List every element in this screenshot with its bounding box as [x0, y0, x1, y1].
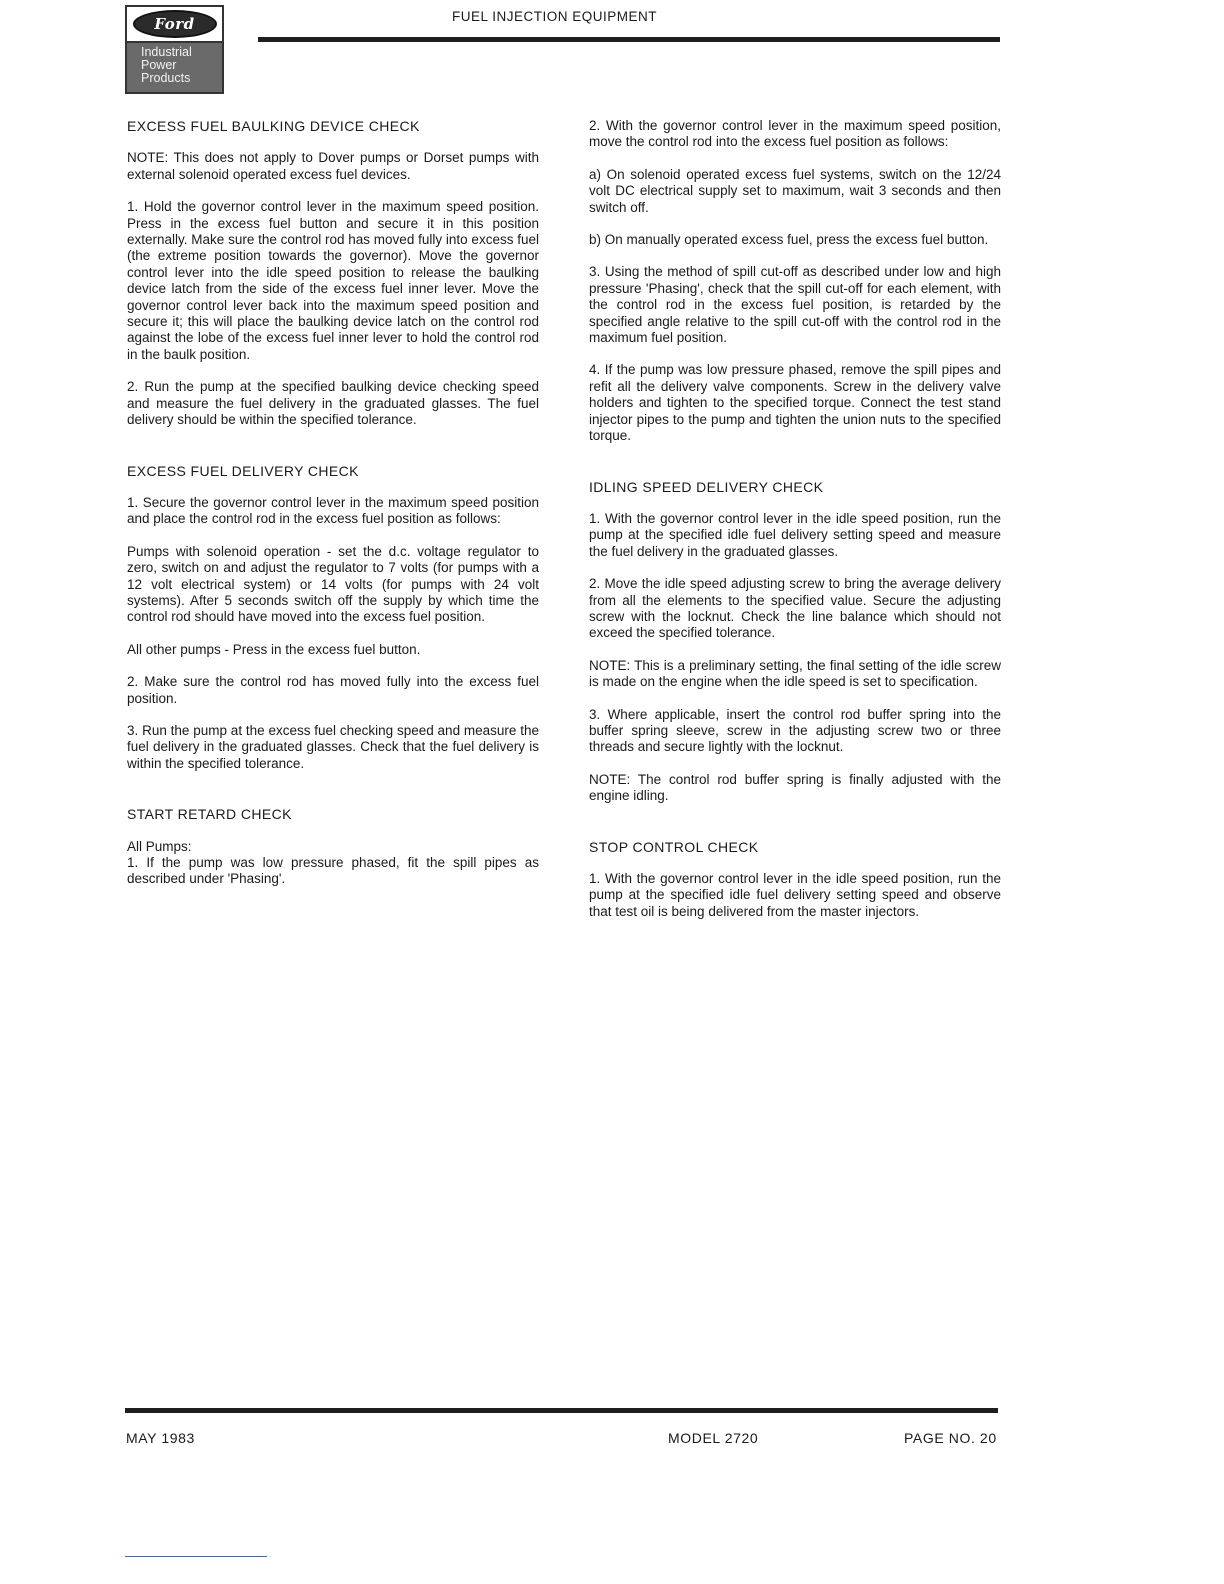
- paragraph: 1. With the governor control lever in the idle speed position, run the pump at the specified idle fuel delivery setting speed and observe that test oil is being delivered from the master injectors.: [589, 871, 1001, 919]
- paragraph: 2. Make sure the control rod has moved fully into the excess fuel position.: [127, 674, 539, 706]
- section-gap: [127, 788, 539, 806]
- logo-subtitle: [127, 43, 222, 85]
- blue-underline: [125, 1556, 267, 1557]
- section-gap: [589, 821, 1001, 839]
- logo-brand: Ford: [154, 15, 195, 33]
- footer-page-number: PAGE NO. 20: [904, 1430, 997, 1446]
- paragraph: 1. Hold the governor control lever in the maximum speed position. Press in the excess fuel button and secure it in this position externally. Make sure the control rod has moved fully into excess fuel (the extreme position towards the governor). Move the governor control lever into the idle speed position to release the baulking device latch from the side of the excess fuel inner lever. Move the governor control lever back into the maximum speed position and secure it; this will place the baulking device latch on the control rod against the lobe of the excess fuel inner lever to hold the control rod in the baulk position.: [127, 199, 539, 362]
- logo-line-1: Industrial: [141, 45, 192, 59]
- page-title: FUEL INJECTION EQUIPMENT: [452, 9, 658, 24]
- section-gap: [589, 461, 1001, 479]
- paragraph: Pumps with solenoid operation - set the d.c. voltage regulator to zero, switch on and adjust the regulator to 7 volts (for pumps with a 12 volt electrical system) or 14 volts (for pumps with 24 volt systems). After 5 seconds switch off the supply by which time the control rod should have moved into the excess fuel position.: [127, 543, 539, 625]
- paragraph: NOTE: The control rod buffer spring is finally adjusted with the engine idling.: [589, 771, 1001, 804]
- section-gap: [127, 445, 539, 463]
- section-heading: START RETARD CHECK: [127, 806, 292, 823]
- ford-industrial-power-logo: [125, 5, 224, 94]
- paragraph: 1. Secure the governor control lever in the maximum speed position and place the control rod in the excess fuel position as follows:: [127, 494, 539, 527]
- paragraph-label: All Pumps:: [127, 838, 192, 854]
- section-heading: EXCESS FUEL DELIVERY CHECK: [127, 462, 359, 479]
- paragraph: 3. Using the method of spill cut-off as described under low and high pressure 'Phasing', check that the spill cut-off for each element, with the control rod in the excess fuel position, is retarded by the specified angle relative to the spill cut-off with the control rod in the maximum fuel position.: [589, 264, 1001, 346]
- paragraph: NOTE: This is a preliminary setting, the final setting of the idle screw is made on the engine when the idle speed is set to specification.: [589, 657, 1001, 690]
- paragraph: b) On manually operated excess fuel, press the excess fuel button.: [589, 232, 989, 248]
- footer-model: MODEL 2720: [668, 1430, 759, 1446]
- logo-line-3: Products: [141, 71, 191, 85]
- paragraph: All other pumps - Press in the excess fuel button.: [127, 641, 421, 657]
- paragraph: 1. If the pump was low pressure phased, fit the spill pipes as described under 'Phasing'.: [127, 855, 539, 887]
- left-column: [127, 118, 539, 904]
- header-rule: [258, 37, 1000, 42]
- paragraph: 1. With the governor control lever in the idle speed position, run the pump at the specified idle fuel delivery setting speed and measure the fuel delivery in the graduated glasses.: [589, 510, 1001, 559]
- footer-rule: [125, 1408, 998, 1413]
- section-heading: STOP CONTROL CHECK: [589, 838, 759, 855]
- section-heading: EXCESS FUEL BAULKING DEVICE CHECK: [127, 118, 420, 134]
- ford-oval-area: [127, 7, 222, 43]
- paragraph: 2. With the governor control lever in the maximum speed position, move the control rod into the excess fuel position as follows:: [589, 118, 1001, 150]
- section-heading: IDLING SPEED DELIVERY CHECK: [589, 478, 824, 495]
- right-column: [589, 118, 1001, 936]
- paragraph: 3. Where applicable, insert the control rod buffer spring into the buffer spring sleeve, screw in the adjusting screw two or three threads and secure lightly with the locknut.: [589, 706, 1001, 755]
- ford-oval-icon: [133, 10, 217, 38]
- footer-date: MAY 1983: [126, 1430, 195, 1446]
- logo-line-2: Power: [141, 58, 177, 72]
- paragraph: 3. Run the pump at the excess fuel checking speed and measure the fuel delivery in the graduated glasses. Check that the fuel delivery is within the specified tolerance.: [127, 722, 539, 771]
- paragraph: 4. If the pump was low pressure phased, remove the spill pipes and refit all the delivery valve components. Screw in the delivery valve holders and tighten to the specified torque. Connect the test stand injector pipes to the pump and tighten the union nuts to the specified torque.: [589, 362, 1001, 444]
- paragraph: NOTE: This does not apply to Dover pumps or Dorset pumps with external solenoid operated excess fuel devices.: [127, 150, 539, 182]
- paragraph: 2. Run the pump at the specified baulking device checking speed and measure the fuel delivery in the graduated glasses. The fuel delivery should be within the specified tolerance.: [127, 379, 539, 428]
- paragraph: a) On solenoid operated excess fuel systems, switch on the 12/24 volt DC electrical supply set to maximum, wait 3 seconds and then switch off.: [589, 166, 1001, 215]
- paragraph: 2. Move the idle speed adjusting screw to bring the average delivery from all the elements to the specified value. Secure the adjusting screw with the locknut. Check the line balance which should not exceed the specified tolerance.: [589, 576, 1001, 641]
